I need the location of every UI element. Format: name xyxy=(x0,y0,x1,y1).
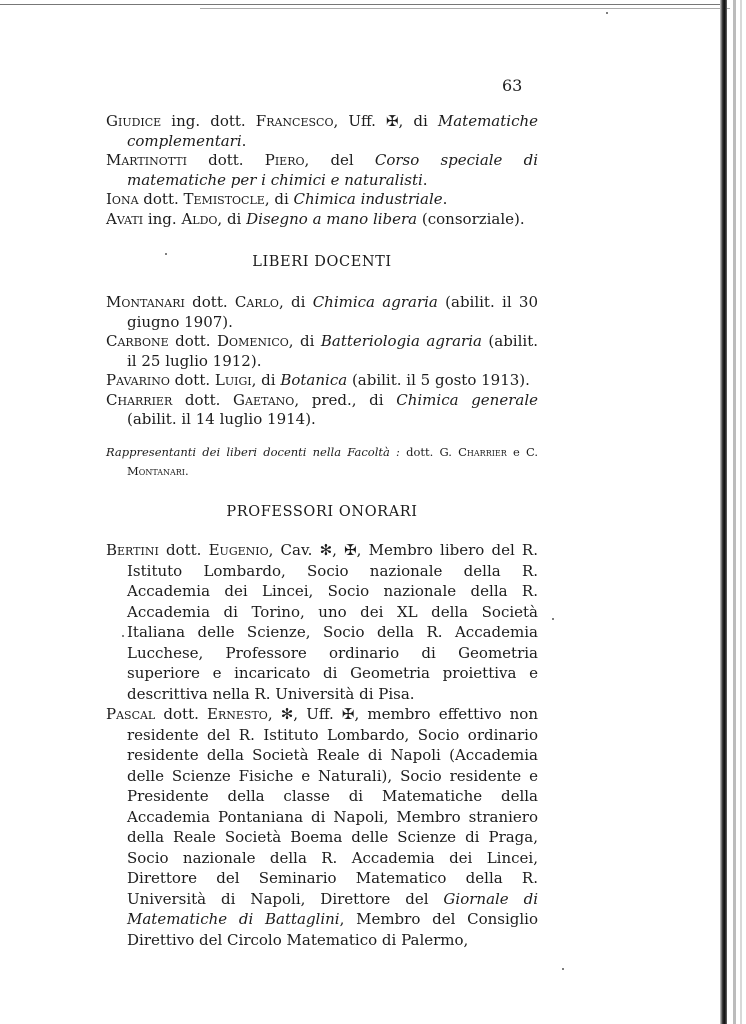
docente-entry: Montanari dott. Carlo, di Chimica agraria (abilit. il 30 giugno 1907). xyxy=(106,293,538,331)
binding-edge-shadow xyxy=(733,0,736,1024)
scan-speck xyxy=(606,12,608,14)
docente-entry: Carbone dott. Domenico, di Batteriologia agraria (abilit. il 25 luglio 1912). xyxy=(106,332,538,370)
professore-entry: Bertini dott. Eugenio, Cav. ✻, ✠, Membro libero del R. Istituto Lombardo, Socio nazionale della R. Accademia dei Lincei, Socio nazionale della R. Accademia di Torino, uno dei XL della Società Italiana delle Scienze, Socio della R. Accademia Lucchese, Professore ordinario di Geometria superiore e incaricato di Geometria proiettiva e descrittiva nella R. Università di Pisa. xyxy=(106,541,538,703)
professori-onorari-list xyxy=(106,540,538,950)
page-number: 63 xyxy=(502,76,523,95)
scan-speck xyxy=(552,618,554,620)
scan-speck xyxy=(562,968,564,970)
scan-speck xyxy=(122,635,124,637)
faculty-entry: Giudice ing. dott. Francesco, Uff. ✠, di Matematiche complementari. xyxy=(106,112,539,150)
faculty-entry: Iona dott. Temistocle, di Chimica industriale. xyxy=(106,190,448,208)
docente-entry: Charrier dott. Gaetano, pred., di Chimica generale (abilit. il 14 luglio 1914). xyxy=(106,390,539,428)
section-heading-liberi-docenti: LIBERI DOCENTI xyxy=(252,254,392,270)
liberi-docenti-list xyxy=(106,293,538,430)
top-border-line-inner xyxy=(200,8,730,9)
faculty-entry: Martinotti dott. Piero, del Corso speciale di matematiche per i chimici e naturalisti. xyxy=(106,151,538,189)
faculty-list xyxy=(106,112,538,229)
professore-entry: Pascal dott. Ernesto, ✻, Uff. ✠, membro effettivo non residente del R. Istituto Lombardo, Socio ordinario residente della Società Reale di Napoli (Accademia delle Scienze Fisiche e Naturali), Socio residente e Presidente della classe di Matematiche della Accademia Pontaniana di Napoli, Membro straniero della Reale Società Boema delle Scienze di Praga, Socio nazionale della R. Accademia dei Lincei, Direttore del Seminario Matematico della R. Università di Napoli, Direttore del Giornale di Matematiche di Battaglini, Membro del Consiglio Direttivo del Circolo Matematico di Palermo, xyxy=(106,705,538,949)
top-border-line xyxy=(0,4,725,5)
binding-edge xyxy=(720,0,727,1024)
representatives-note: Rappresentanti dei liberi docenti nella Facoltà : dott. G. Charrier e C. Montanari. xyxy=(106,445,538,478)
scan-speck xyxy=(165,253,167,255)
docente-entry: Pavarino dott. Luigi, di Botanica (abilit. il 5 gosto 1913). xyxy=(106,371,530,389)
section-heading-professori-onorari: PROFESSORI ONORARI xyxy=(226,504,418,520)
binding-edge-highlight xyxy=(740,0,742,1024)
faculty-entry: Avati ing. Aldo, di Disegno a mano libera (consorziale). xyxy=(106,209,525,228)
